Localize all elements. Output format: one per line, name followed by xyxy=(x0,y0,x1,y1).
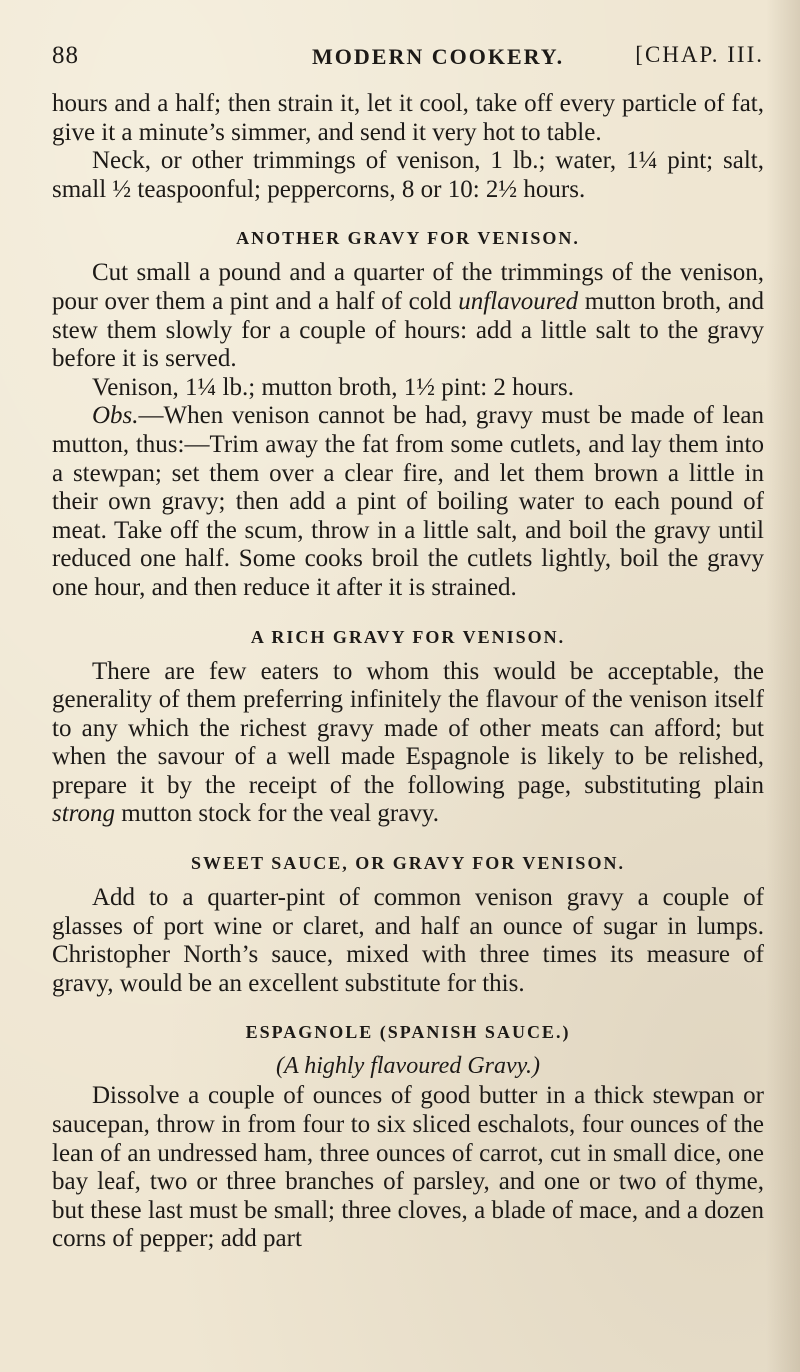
chapter-reference: [CHAP. III. xyxy=(635,42,764,67)
obs-label: Obs. xyxy=(92,402,139,430)
page-header xyxy=(52,42,764,72)
rich-gravy-text-a: There are few eaters to whom this would be acceptable, the generality of them preferring infinitely the flavour of the venison itself to any which the richest gravy made of other meats can afford; but when the savour of a well made Espagnole is likely to be relished, prepare it by the receipt of the following page, substituting plain xyxy=(52,657,764,799)
another-gravy-text-a: Cut small a pound and a quarter of the trimmings of the venison, pour over them a pint and a half of cold xyxy=(52,259,764,315)
rich-gravy-emphasis: strong xyxy=(52,800,115,828)
obs-text: —When venison cannot be had, gravy must be made of lean mutton, thus:—Trim away the fat from some cutlets, and lay them into a stewpan; set them over a clear fire, and let them brown a little in their own gravy; then add a pint of boiling water to each pound of meat. Take off the scum, throw in a little salt, and boil the gravy until reduced one half. Some cooks broil the cutlets lightly, boil the gravy one hour, and then reduce it after it is strained. xyxy=(52,402,764,601)
section-title-another-gravy: ANOTHER GRAVY FOR VENISON. xyxy=(236,228,580,249)
page-number: 88 xyxy=(52,42,79,69)
another-gravy-text-b: mutton broth, and stew them slowly for a couple of hours: add a little salt to the gravy before it is served. xyxy=(52,287,764,373)
book-page xyxy=(52,0,764,1372)
intro-quantities: Neck, or other trimmings of venison, 1 lb.; water, 1¼ pint; salt, small ½ teaspoonful; peppercorns, 8 or 10: 2½ hours. xyxy=(52,147,764,203)
espagnole-paragraph: Dissolve a couple of ounces of good butter in a thick stewpan or saucepan, throw in from four to six sliced eschalots, four ounces of the lean of an undressed ham, three ounces of carrot, cut in small dice, one bay leaf, two or three branches of parsley, and one or two of thyme, but these last must be small; three cloves, a blade of mace, and a dozen corns of pepper; add part xyxy=(52,1082,764,1253)
another-gravy-emphasis: unflavoured xyxy=(458,287,579,315)
rich-gravy-paragraph xyxy=(52,658,764,830)
section-subtitle-espagnole: (A highly flavoured Gravy.) xyxy=(276,1053,540,1080)
another-gravy-observation xyxy=(52,402,764,602)
sweet-sauce-paragraph: Add to a quarter-pint of common venison gravy a couple of glasses of port wine or claret, and half an ounce of sugar in lumps. Christopher North’s sauce, mixed with three times its measure of gravy, would be an excellent substitute for this. xyxy=(52,884,764,997)
rich-gravy-text-b: mutton stock for the veal gravy. xyxy=(114,800,439,828)
section-title-rich-gravy: A RICH GRAVY FOR VENISON. xyxy=(250,626,566,647)
intro-paragraph: hours and a half; then strain it, let it cool, take off every particle of fat, give it a minute’s simmer, and send it very hot to table. xyxy=(52,90,764,146)
another-gravy-quantities: Venison, 1¼ lb.; mutton broth, 1½ pint: 2 hours. xyxy=(92,373,574,401)
page-edge-shadow xyxy=(766,0,800,1372)
page-body xyxy=(52,90,764,1254)
running-title: MODERN COOKERY. xyxy=(312,44,565,69)
another-gravy-paragraph xyxy=(52,259,764,373)
section-title-sweet-sauce: SWEET SAUCE, OR GRAVY FOR VENISON. xyxy=(191,853,625,874)
section-title-espagnole: ESPAGNOLE (SPANISH SAUCE.) xyxy=(245,1022,571,1043)
